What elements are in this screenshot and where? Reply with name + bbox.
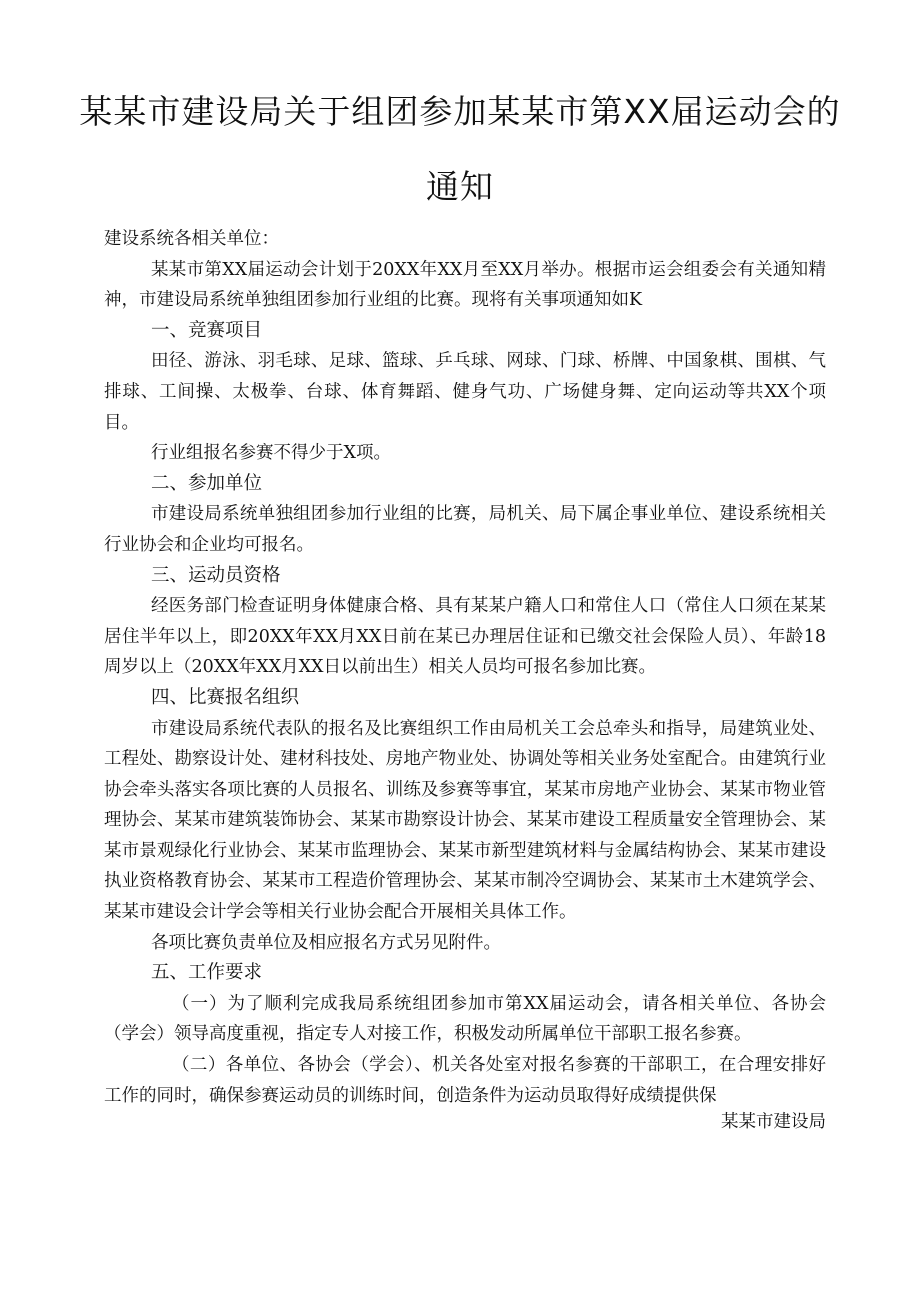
competition-items-paragraph: 田径、游泳、羽毛球、足球、篮球、乒乓球、网球、门球、桥牌、中国象棋、围棋、气排球、工间操、太极拳、台球、体育舞蹈、健身气功、广场健身舞、定向运动等共XX个项目。 — [104, 351, 826, 433]
intro-paragraph: 某某市第XX届运动会计划于20XX年XX月至XX月举办。根据市运会组委会有关通知精神，市建设局系统单独组团参加行业组的比赛。现将有关事项通知如K — [104, 259, 826, 311]
section-heading-registration-organization: 四、比赛报名组织 — [151, 686, 300, 708]
registration-organization-paragraph: 市建设局系统代表队的报名及比赛组织工作由局机关工会总牵头和指导，局建筑业处、工程处、勘察设计处、建材科技处、房地产物业处、协调处等相关业务处室配合。由建筑行业协会牵头落实各项比赛的人员报名、训练及参赛等事宜，某某市房地产业协会、某某市物业管理协会、某某市建筑装饰协会、某某市勘察设计协会、某某市建设工程质量安全管理协会、某某市景观绿化行业协会、某某市监理协会、某某市新型建筑材料与金属结构协会、某某市建设执业资格教育协会、某某市工程造价管理协会、某某市制冷空调协会、某某市土木建筑学会、某某市建设会计学会等相关行业协会配合开展相关具体工作。 — [104, 718, 826, 923]
section-heading-work-requirements: 五、工作要求 — [151, 962, 263, 984]
requirement-two-paragraph: （二）各单位、各协会（学会）、机关各处室对报名参赛的干部职工，在合理安排好工作的同时，确保参赛运动员的训练时间，创造条件为运动员取得好成绩提供保 — [104, 1055, 826, 1106]
participating-units-paragraph: 市建设局系统单独组团参加行业组的比赛，局机关、局下属企事业单位、建设系统相关行业协会和企业均可报名。 — [104, 504, 826, 555]
section-heading-participating-units: 二、参加单位 — [151, 472, 263, 494]
document-title-line-2: 通知 — [426, 167, 494, 206]
salutation: 建设系统各相关单位： — [104, 229, 279, 249]
document-body — [104, 224, 826, 1111]
section-heading-competition-items: 一、竞赛项目 — [151, 319, 263, 341]
document-title-line-1: 某某市建设局关于组团参加某某市第XX届运动会的 — [79, 92, 841, 131]
signature: 某某市建设局 — [721, 1112, 826, 1132]
section-heading-athlete-eligibility: 三、运动员资格 — [151, 564, 281, 586]
minimum-entries-paragraph: 行业组报名参赛不得少于X项。 — [151, 443, 391, 464]
requirement-one-paragraph: （一）为了顺利完成我局系统组团参加市第XX届运动会，请各相关单位、各协会（学会）领导高度重视，指定专人对接工作，积极发动所属单位干部职工报名参赛。 — [104, 993, 826, 1045]
attachment-note-paragraph: 各项比赛负责单位及相应报名方式另见附件。 — [151, 932, 501, 953]
athlete-eligibility-paragraph: 经医务部门检查证明身体健康合格、具有某某户籍人口和常住人口（常住人口须在某某居住半年以上，即20XX年XX月XX日前在某已办理居住证和已缴交社会保险人员）、年龄18周岁以上（20XX年XX月XX日以前出生）相关人员均可报名参加比赛。 — [104, 596, 826, 678]
